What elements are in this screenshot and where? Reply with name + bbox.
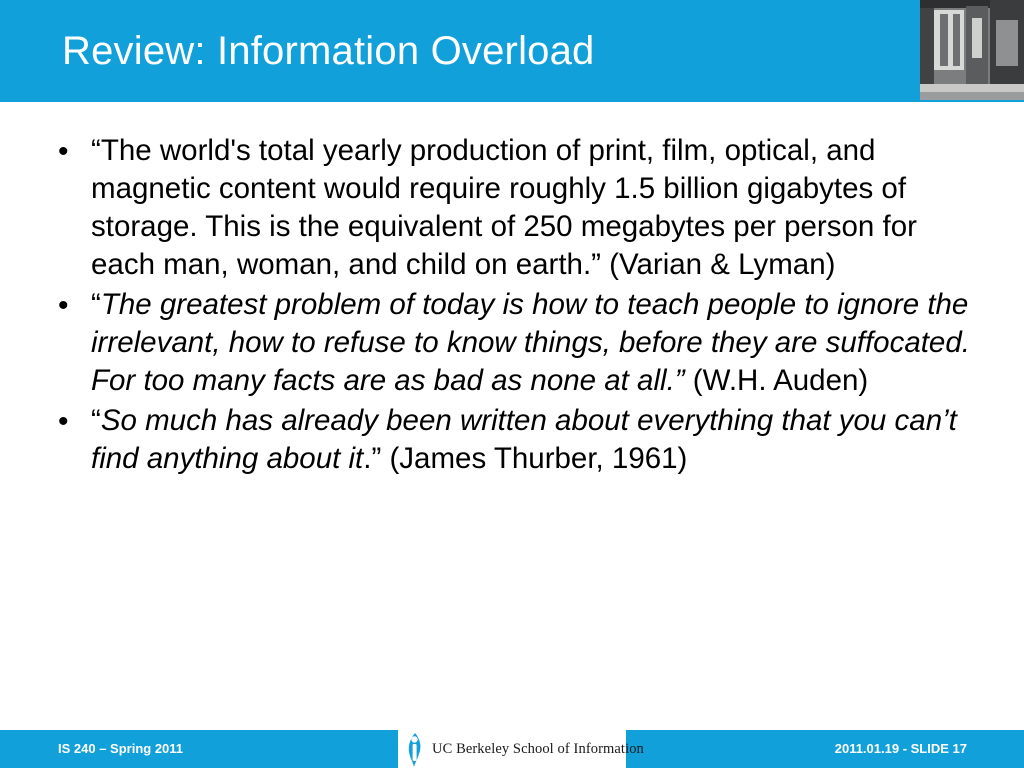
bullet-text xyxy=(91,402,970,478)
building-photo-icon xyxy=(920,0,1024,100)
footer-course-label: IS 240 – Spring 2011 xyxy=(58,741,184,756)
bullet-segment: (W.H. Auden) xyxy=(684,364,869,397)
bullet-marker: • xyxy=(58,405,69,438)
list-item xyxy=(58,132,970,284)
bullet-segment-italic: The greatest problem of today is how to teach people to ignore the irrelevant, how to refuse to know things, before they are suffocated. For too many facts are as bad as none at all.” xyxy=(91,288,970,397)
bullet-segment: “ xyxy=(91,288,101,321)
bullet-segment: “ xyxy=(91,404,101,437)
bullet-segment-italic: So much has already been written about everything that you can’t find anything about it xyxy=(91,404,957,475)
berkeley-i-logo-icon xyxy=(398,730,432,768)
bullet-segment: “The world's total yearly production of print, film, optical, and magnetic content would require roughly 1.5 billion gigabytes of storage. This is the equivalent of 250 megabytes per person for each man, woman, and child on earth.” (Varian & Lyman) xyxy=(91,134,917,281)
bullet-text xyxy=(91,132,970,284)
list-item xyxy=(58,286,970,400)
slide-header xyxy=(0,0,1024,102)
footer-slide-number: 2011.01.19 - SLIDE 17 xyxy=(834,741,967,756)
footer-logo xyxy=(398,730,644,768)
page-title: Review: Information Overload xyxy=(62,29,595,73)
slide-footer xyxy=(0,730,1024,768)
list-item xyxy=(58,402,970,478)
bullet-segment: .” (James Thurber, 1961) xyxy=(363,442,688,475)
bullet-marker: • xyxy=(58,135,69,168)
bullet-text xyxy=(91,286,970,400)
bullet-marker: • xyxy=(58,289,69,322)
footer-logo-text: UC Berkeley School of Information xyxy=(432,740,644,757)
slide-content xyxy=(58,132,970,480)
